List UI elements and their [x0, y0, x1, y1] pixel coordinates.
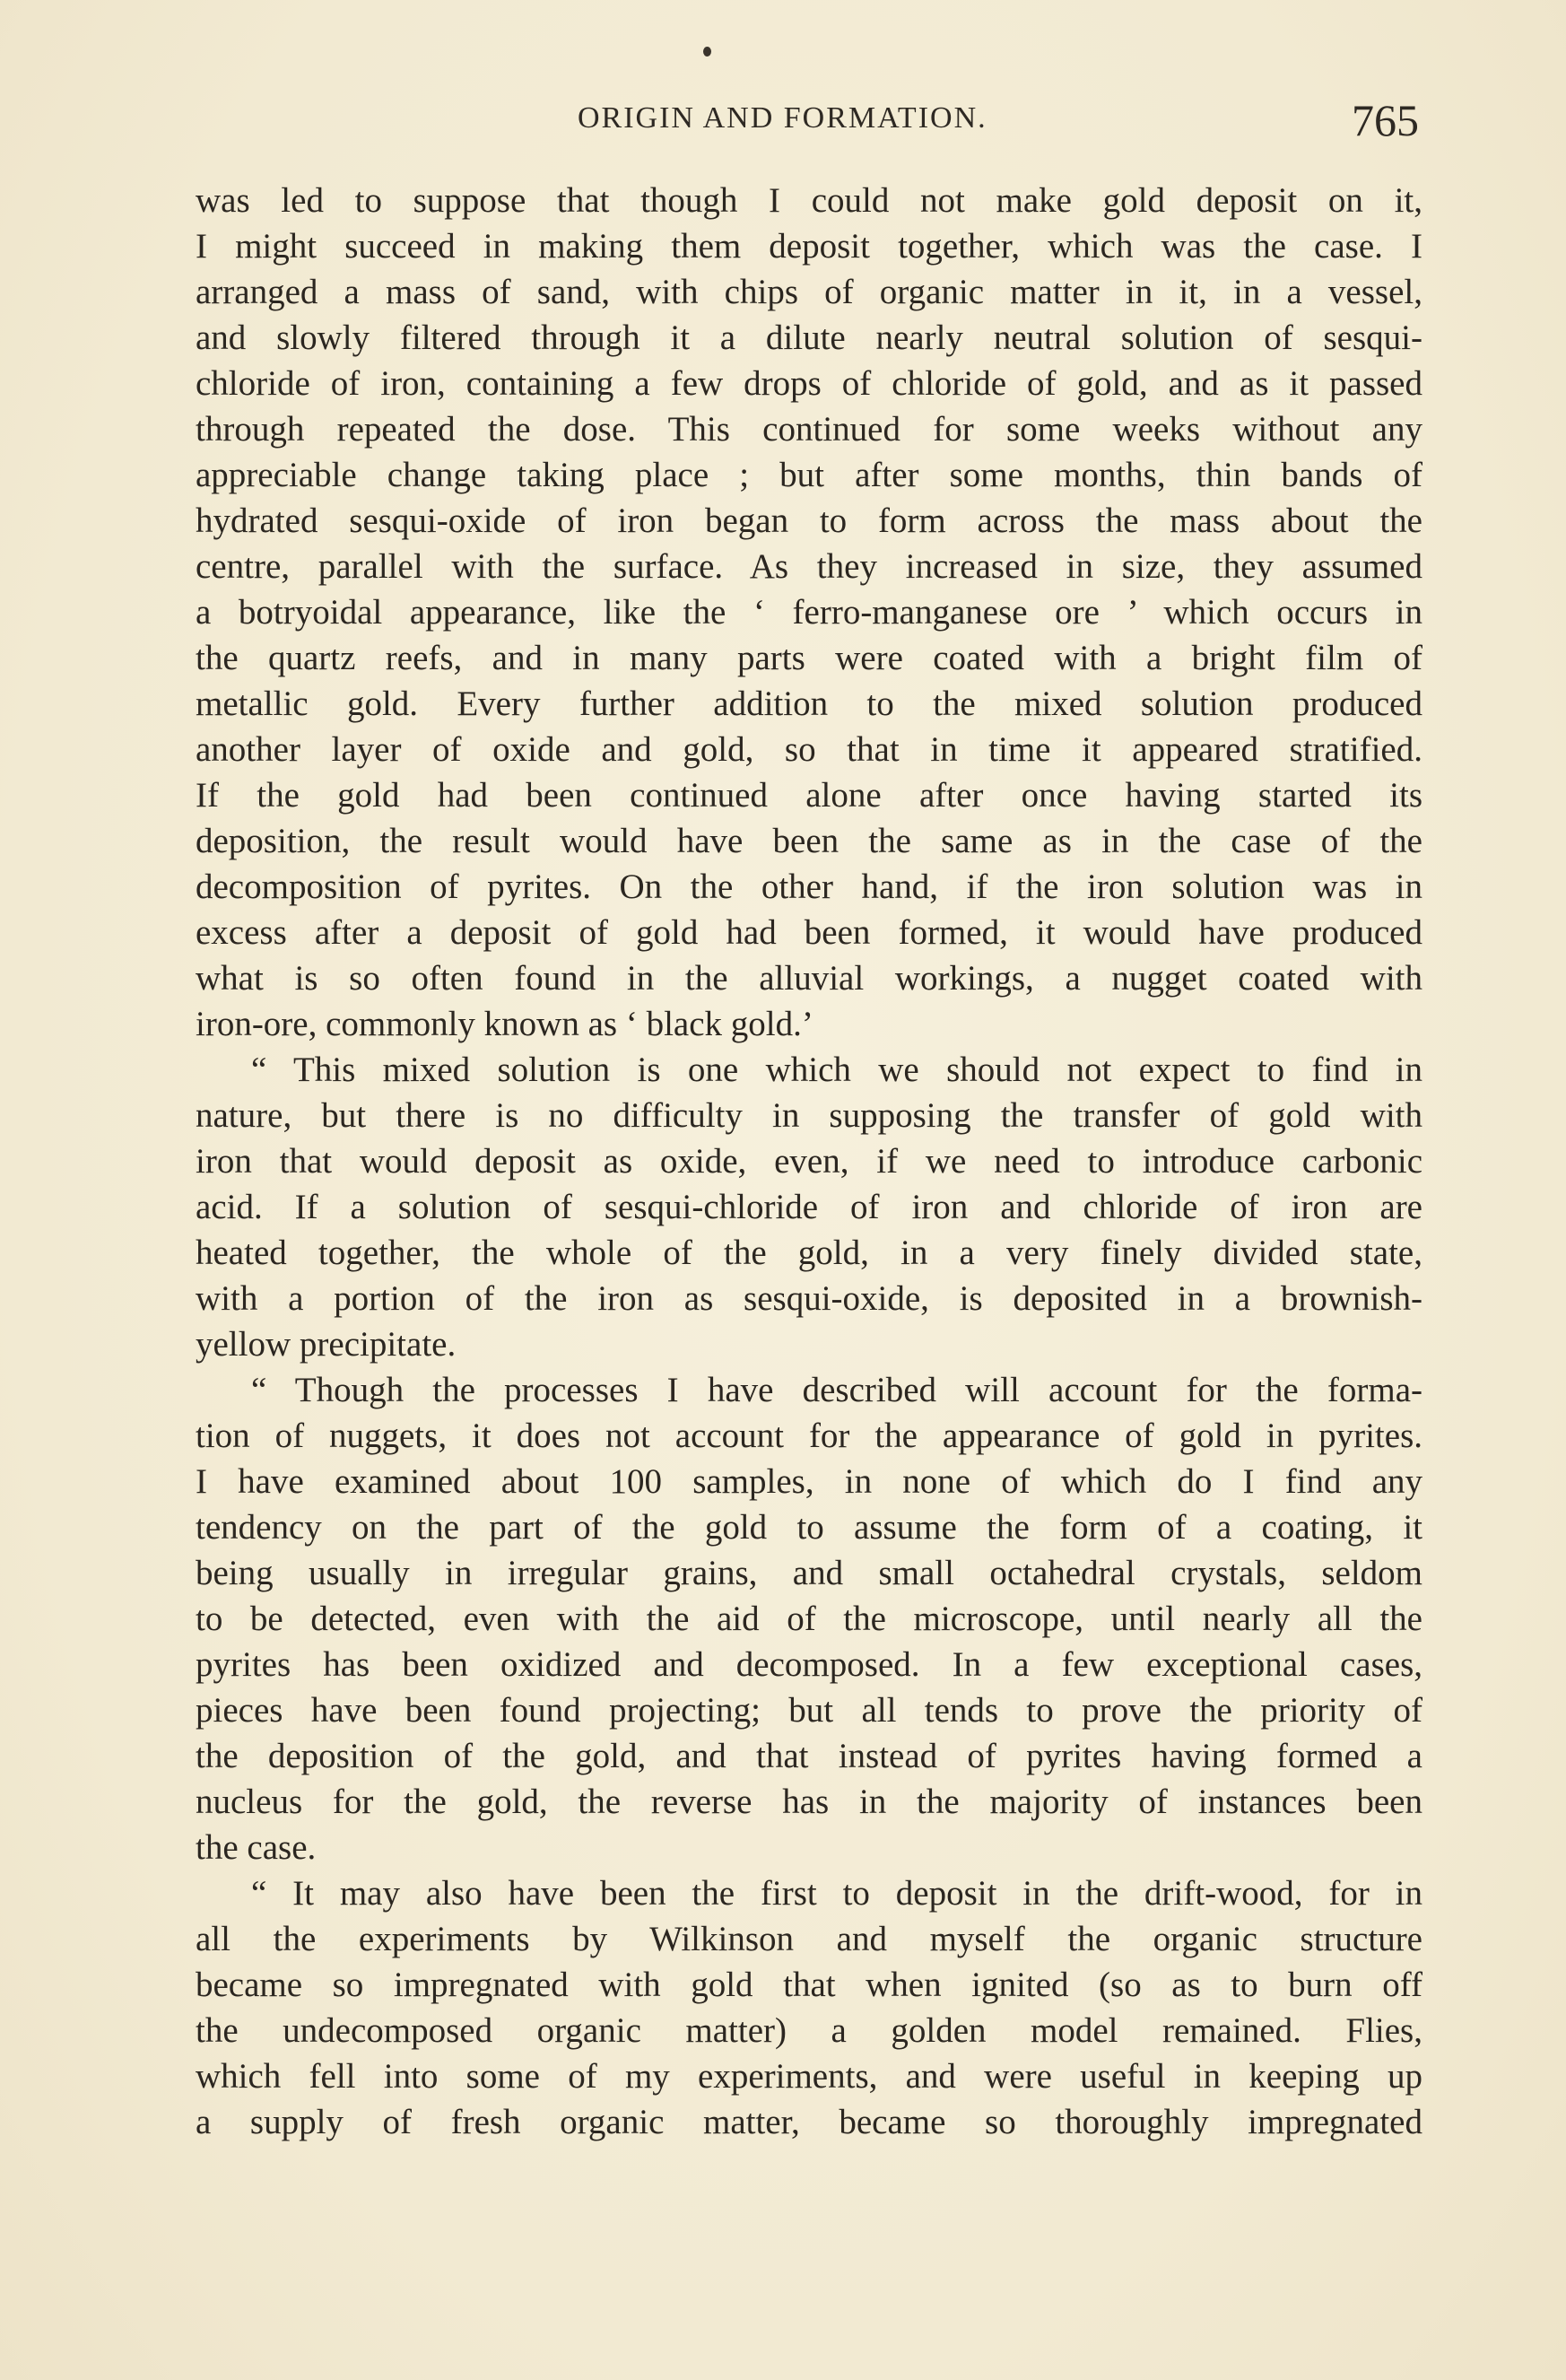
text-line: another layer of oxide and gold, so that in time it appeared stratified. [196, 730, 1422, 769]
text-line: iron that would deposit as oxide, even, if we need to introduce carbonic [196, 1142, 1422, 1181]
running-head: ORIGIN AND FORMATION. [578, 101, 987, 135]
text-line: I might succeed in making them deposit together, which was the case. I [196, 227, 1422, 266]
text-line: excess after a deposit of gold had been formed, it would have produced [196, 913, 1422, 952]
text-line: what is so often found in the alluvial workings, a nugget coated with [196, 959, 1422, 998]
text-line: the deposition of the gold, and that instead of pyrites having formed a [196, 1737, 1422, 1775]
text-line: with a portion of the iron as sesqui-oxide, is deposited in a brownish- [196, 1279, 1422, 1318]
text-line: pyrites has been oxidized and decomposed. In a few exceptional cases, [196, 1645, 1422, 1684]
text-line: tion of nuggets, it does not account for the appearance of gold in pyrites. [196, 1417, 1422, 1455]
text-line: iron-ore, commonly known as ‘ black gold.’ [196, 1005, 813, 1043]
text-line: being usually in irregular grains, and small octahedral crystals, seldom [196, 1554, 1422, 1592]
text-line: through repeated the dose. This continued for some weeks without any [196, 410, 1422, 449]
text-line: arranged a mass of sand, with chips of organic matter in it, in a vessel, [196, 273, 1422, 311]
text-line: appreciable change taking place ; but after some months, thin bands of [196, 456, 1422, 494]
text-line: “ Though the processes I have described will account for the forma- [251, 1371, 1422, 1409]
text-line: “ It may also have been the first to deposit in the drift-wood, for in [251, 1874, 1422, 1913]
text-line: acid. If a solution of sesqui-chloride of iron and chloride of iron are [196, 1188, 1422, 1226]
text-line: tendency on the part of the gold to assume the form of a coating, it [196, 1508, 1422, 1547]
text-line: all the experiments by Wilkinson and myself the organic structure [196, 1920, 1422, 1958]
text-line: was led to suppose that though I could not make gold deposit on it, [196, 181, 1422, 220]
text-line: deposition, the result would have been the same as in the case of the [196, 822, 1422, 860]
text-line: a supply of fresh organic matter, became so thoroughly impregnated [196, 2103, 1422, 2141]
text-line: hydrated sesqui-oxide of iron began to form across the mass about the [196, 501, 1422, 540]
text-line: decomposition of pyrites. On the other hand, if the iron solution was in [196, 867, 1422, 906]
page-number: 765 [1352, 95, 1419, 145]
text-line: the quartz reefs, and in many parts were coated with a bright film of [196, 639, 1422, 677]
text-line: the undecomposed organic matter) a golden model remained. Flies, [196, 2011, 1422, 2050]
text-line: nature, but there is no difficulty in supposing the transfer of gold with [196, 1096, 1422, 1135]
text-line: metallic gold. Every further addition to the mixed solution produced [196, 684, 1422, 723]
text-line: became so impregnated with gold that when ignited (so as to burn off [196, 1966, 1422, 2004]
text-line: I have examined about 100 samples, in none of which do I find any [196, 1462, 1422, 1501]
text-line: chloride of iron, containing a few drops of chloride of gold, and as it passed [196, 364, 1422, 403]
ink-dot-mark [703, 47, 711, 57]
text-line: a botryoidal appearance, like the ‘ ferro-manganese ore ’ which occurs in [196, 593, 1422, 632]
text-line: and slowly filtered through it a dilute nearly neutral solution of sesqui- [196, 318, 1422, 357]
text-line: “ This mixed solution is one which we should not expect to find in [251, 1051, 1422, 1089]
body-text [196, 178, 1422, 2145]
page-header [197, 94, 1419, 157]
text-line: which fell into some of my experiments, and were useful in keeping up [196, 2057, 1422, 2096]
text-line: heated together, the whole of the gold, in a very finely divided state, [196, 1234, 1422, 1272]
text-line: centre, parallel with the surface. As they increased in size, they assumed [196, 547, 1422, 586]
text-line: yellow precipitate. [196, 1325, 457, 1364]
text-line: the case. [196, 1828, 317, 1867]
text-line: If the gold had been continued alone after once having started its [196, 776, 1422, 815]
text-line: nucleus for the gold, the reverse has in the majority of instances been [196, 1783, 1422, 1821]
text-line: to be detected, even with the aid of the microscope, until nearly all the [196, 1600, 1422, 1638]
text-line: pieces have been found projecting; but all tends to prove the priority of [196, 1691, 1422, 1730]
